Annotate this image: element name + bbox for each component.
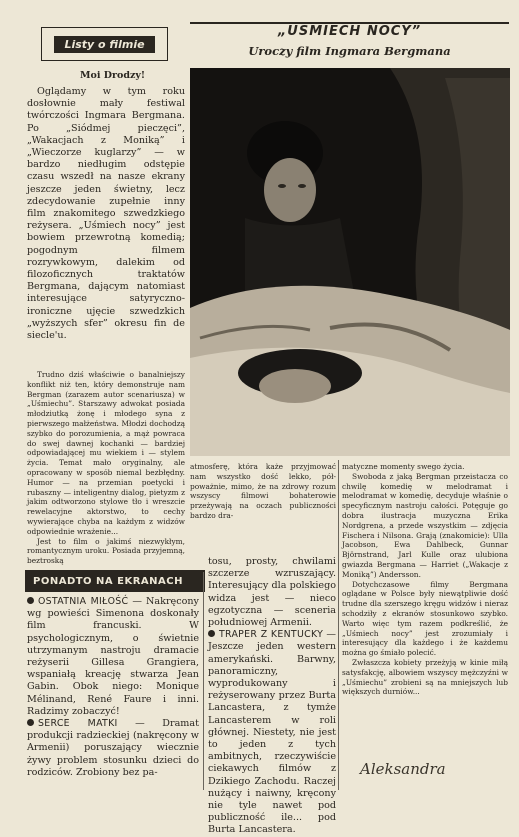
bullet-icon [27,719,34,726]
middle-column [190,462,336,521]
paragraph-4: Swoboda z jaką Bergman przeistacza co chwilę komedię w melodramat i melodramat w komedię, decyduje właśnie o specyficznym nastroju całości. Potęguje go dobra ilustracja muzyczna Erika Nordgrena, a przede wszystkim — zdjęcia Fischera i Nilsona. Grają (znakomicie): Ulla Jacobson, Ewa Dahlbeck, Gunnar Björnstrand, Jarl Kulle oraz ulubiona gwiazda Bergmana — Harriet („Wakacje z Moniką”) Andersson. [342,471,508,579]
article-title: „UŚMIECH NOCY” [277,24,422,39]
middle-column-text: atmosferę, która każe przyjmować nam wszystko dość lekko, pół-poważnie, mimo, że na zdrowy rozum wszyscy filmowi bohaterowie przeżywają na oczach publiczności bardzo dra- [190,462,336,520]
item-2-text: — Dramat produkcji radzieckiej (nakręcony w Armenii) poruszający wiecznie żywy problem stosunku dzieci do rodziców. Zrobiony bez pa- [27,718,199,778]
item-3-text: — Jeszcze jeden western amerykański. Barwny, panoramiczny, wyprodukowany i reżyserowany przez Burta Lancastera, z tymże Lancasterem w roli głównej. Niestety, nie jest to jeden z tych ambitnych, rzeczywiście ciekawych filmów z Dzikiego Zachodu. Raczej nużący i naiwny, kręcony nie tyle nawet pod publiczność ile... pod Burta Lancastera. [208,629,336,836]
paragraph-6: Zwłaszcza kobiety przeżyją w kinie miłą satysfakcję, albowiem wszyscy mężczyźni w „Uśmiechu” zrobieni są na mniejszych lub większych durniów... [342,657,508,697]
ponadto-left-column [27,596,199,779]
item-2-title: SERCE MATKI [38,718,118,730]
item-1-title: OSTATNIA MIŁOŚĆ [38,596,129,607]
item-3-title: TRAPER Z KENTUCKY [219,629,324,641]
ponadto-middle-column [208,556,336,837]
bullet-icon [208,630,215,637]
column-divider [338,460,339,790]
item-1-text: — Nakręcony wg powieści Simenona doskonały film francuski. W psychologicznym, o świetnie utrzymanym nastroju dramacie reżyserii Gillesa Grangiera, wspaniałą kreację stwarza Jean Gabin. Obok niego: Monique Mélinand, René Faure i inni. Radzimy zobaczyć! [27,596,199,717]
intro-column [27,86,185,342]
intro-paragraph: Oglądamy w tym roku dosłownie mały festiwal twórczości Ingmara Bergmana. Po „Siódmej pieczęci”, „Wakacjach z Moniką” i „Wieczorze kuglarzy” — w bardzo niedługim odstępie czasu wszedł na nasze ekrany jeszcze jeden świetny, lecz zdecydowanie zupełnie inny film znakomitego szwedzkiego reżysera. „Uśmiech nocy” jest bowiem przewrotną komedią; pogodnym filmem rozrywkowym, dalekim od filozoficznych traktatów Bergmana, dającym natomiast interesujące satyryczno-ironiczne ujęcie szwedzkich „wyższych sfer” okresu fin de siecle'u. [27,86,185,342]
article-subtitle: Uroczy film Ingmara Bergmana [248,44,451,58]
ponadto-header: PONADTO NA EKRANACH [25,570,205,592]
greeting: Moi Drodzy! [80,70,146,81]
ponadto-item-2 [27,718,199,779]
left-column-lower [27,370,185,566]
photo-illustration [190,68,510,456]
author-signature: Aleksandra [360,760,446,778]
right-column-start: matyczne momenty swego życia. [342,462,465,471]
section-label: Listy o filmie [54,36,154,53]
paragraph-3: Jest to film o jakimś niezwykłym, romantycznym uroku. Posiada przyjemną, beztroską [27,536,185,566]
right-column [342,462,508,697]
ponadto-divider [203,572,204,790]
paragraph-5: Dotychczasowe filmy Bergmana oglądane w Polsce były niewątpliwie dość trudne dla szerszego kręgu widzów i nieraz schodziły z ekranów stosunkowo szybko. Warto więc tym razem podkreślić, że „Uśmiech nocy” jest zrozumiały i interesujący dla każdego i że każdemu można go śmiało polecić. [342,579,508,658]
section-label-box [41,27,168,61]
paragraph-2: Trudno dziś właściwie o banalniejszy konflikt niż ten, który demonstruje nam Bergman (zarazem autor scenariusza) w „Uśmiechu”. Starszawy adwokat posiada młodziutką żonę i młodego syna z pierwszego małżeństwa. Młodzi dochodzą szybko do porozumienia, a mąż powraca do swej dawnej kochanki — bardziej odpowiadającej mu wiekiem i — stylem życia. Temat mało oryginalny, ale opracowany w sposób niemal bezbłędny. Humor — na przemian poetycki i rubaszny — inteligentny dialog, pietyzm z jakim odtworzono stylowe tło i wreszcie rewelacyjne aktorstwo, to cechy wywierające chyba na każdym z widzów odpowiednie wrażenie... [27,370,185,536]
film-still-photo [190,68,510,456]
ponadto-item-3 [208,629,336,836]
item-2-continuation: tosu, prosty, chwilami szczerze wzruszający. Interesujący dla polskiego widza jest — nieco egzotyczna — sceneria południowej Armenii. [208,556,336,629]
bullet-icon [27,597,34,604]
ponadto-item-1 [27,596,199,718]
